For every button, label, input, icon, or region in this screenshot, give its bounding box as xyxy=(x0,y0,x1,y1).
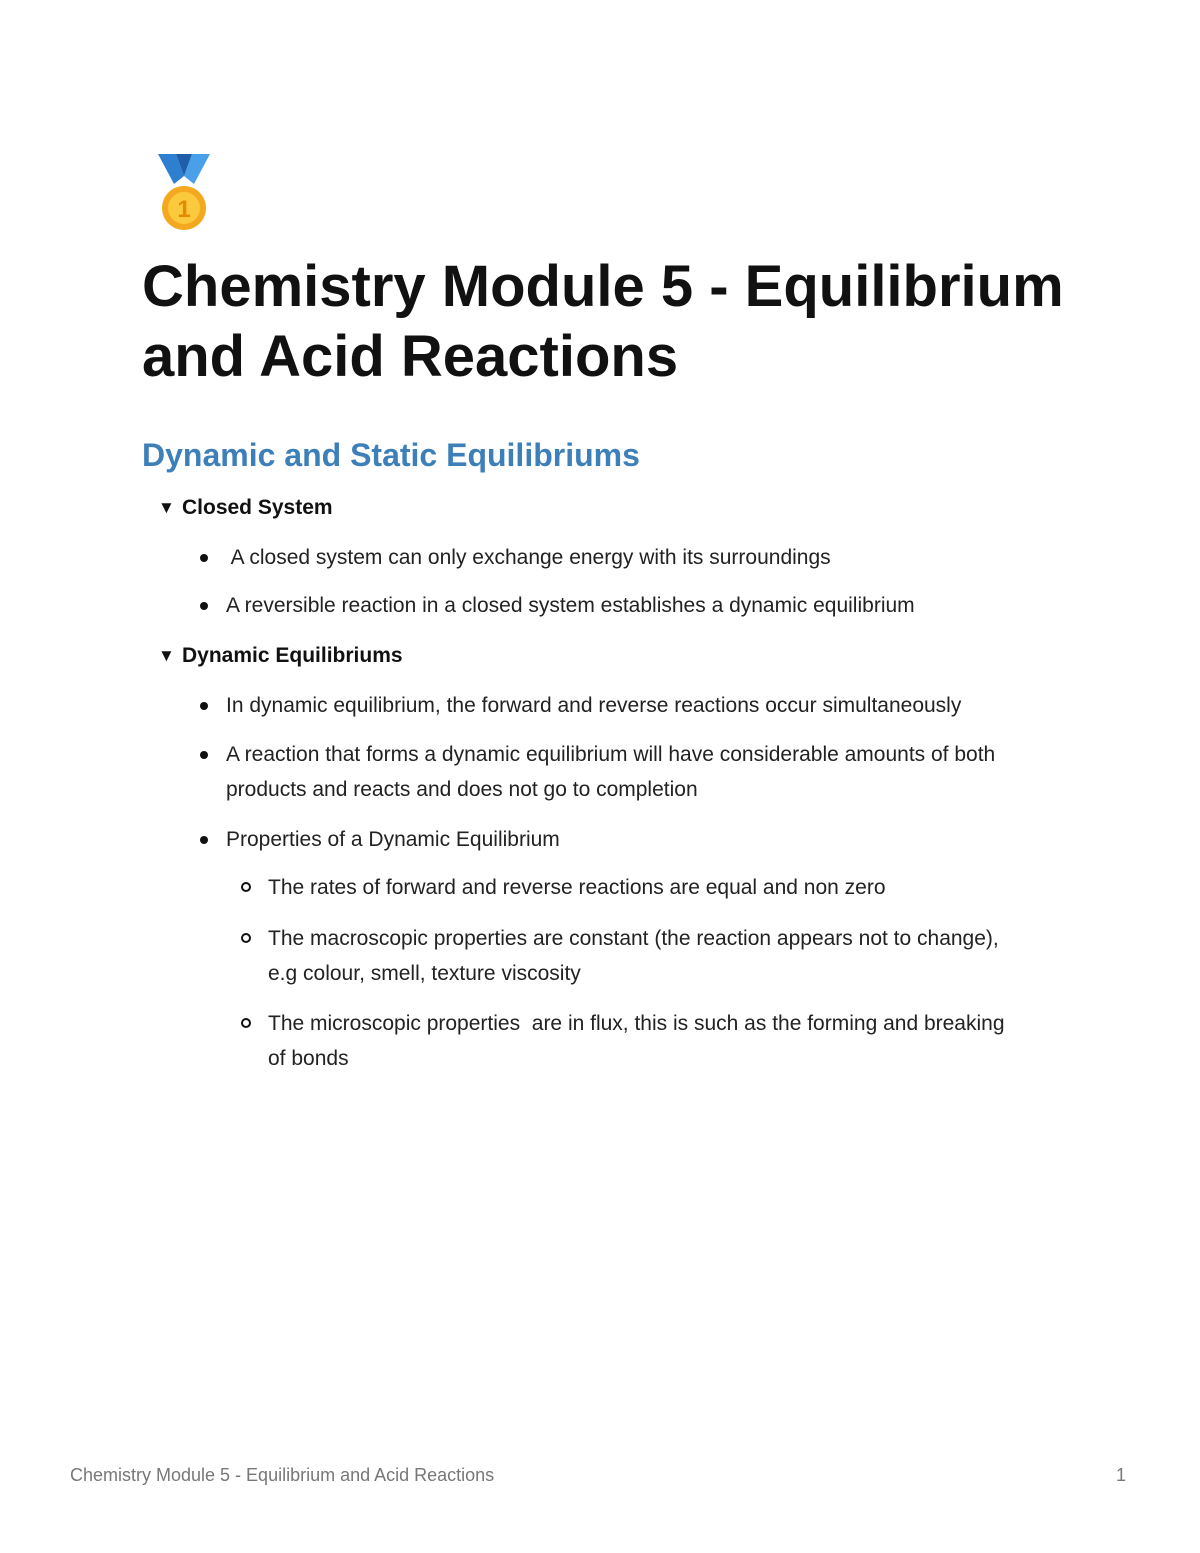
page-title: Chemistry Module 5 - Equilibrium and Acid Reactions xyxy=(142,254,1064,389)
toggle-label: Dynamic Equilibriums xyxy=(182,644,403,667)
bullet-icon xyxy=(200,554,208,562)
toggle-triangle-icon[interactable]: ▼ xyxy=(158,498,175,517)
sub-list-item: The rates of forward and reverse reactions are equal and non zero xyxy=(268,870,1028,905)
hollow-bullet-icon xyxy=(241,1018,251,1028)
toggle-dynamic-equilibriums[interactable] xyxy=(158,641,403,671)
section-heading: Dynamic and Static Equilibriums xyxy=(142,437,640,473)
toggle-label: Closed System xyxy=(182,496,333,519)
toggle-closed-system[interactable] xyxy=(158,493,333,523)
list-item: A closed system can only exchange energy with its surroundings xyxy=(226,540,1066,575)
svg-text:1: 1 xyxy=(177,196,191,223)
list-item: A reaction that forms a dynamic equilibrium will have considerable amounts of both products and reacts and does not go to completion xyxy=(226,737,1056,807)
page-number: 1 xyxy=(1116,1465,1127,1485)
list-item: In dynamic equilibrium, the forward and reverse reactions occur simultaneously xyxy=(226,688,1076,723)
list-item: Properties of a Dynamic Equilibrium xyxy=(226,822,1056,857)
sub-list-item: The microscopic properties are in flux, this is such as the forming and breaking of bonds xyxy=(268,1006,1008,1076)
bullet-icon xyxy=(200,602,208,610)
hollow-bullet-icon xyxy=(241,882,251,892)
toggle-triangle-icon[interactable]: ▼ xyxy=(158,646,175,665)
list-item: A reversible reaction in a closed system establishes a dynamic equilibrium xyxy=(226,588,1066,623)
bullet-icon xyxy=(200,751,208,759)
bullet-icon xyxy=(200,702,208,710)
footer-title: Chemistry Module 5 - Equilibrium and Acid Reactions xyxy=(70,1465,495,1485)
first-place-medal-icon xyxy=(152,150,216,240)
bullet-icon xyxy=(200,836,208,844)
sub-list-item: The macroscopic properties are constant (the reaction appears not to change), e.g colour, smell, texture viscosity xyxy=(268,921,1008,991)
hollow-bullet-icon xyxy=(241,933,251,943)
